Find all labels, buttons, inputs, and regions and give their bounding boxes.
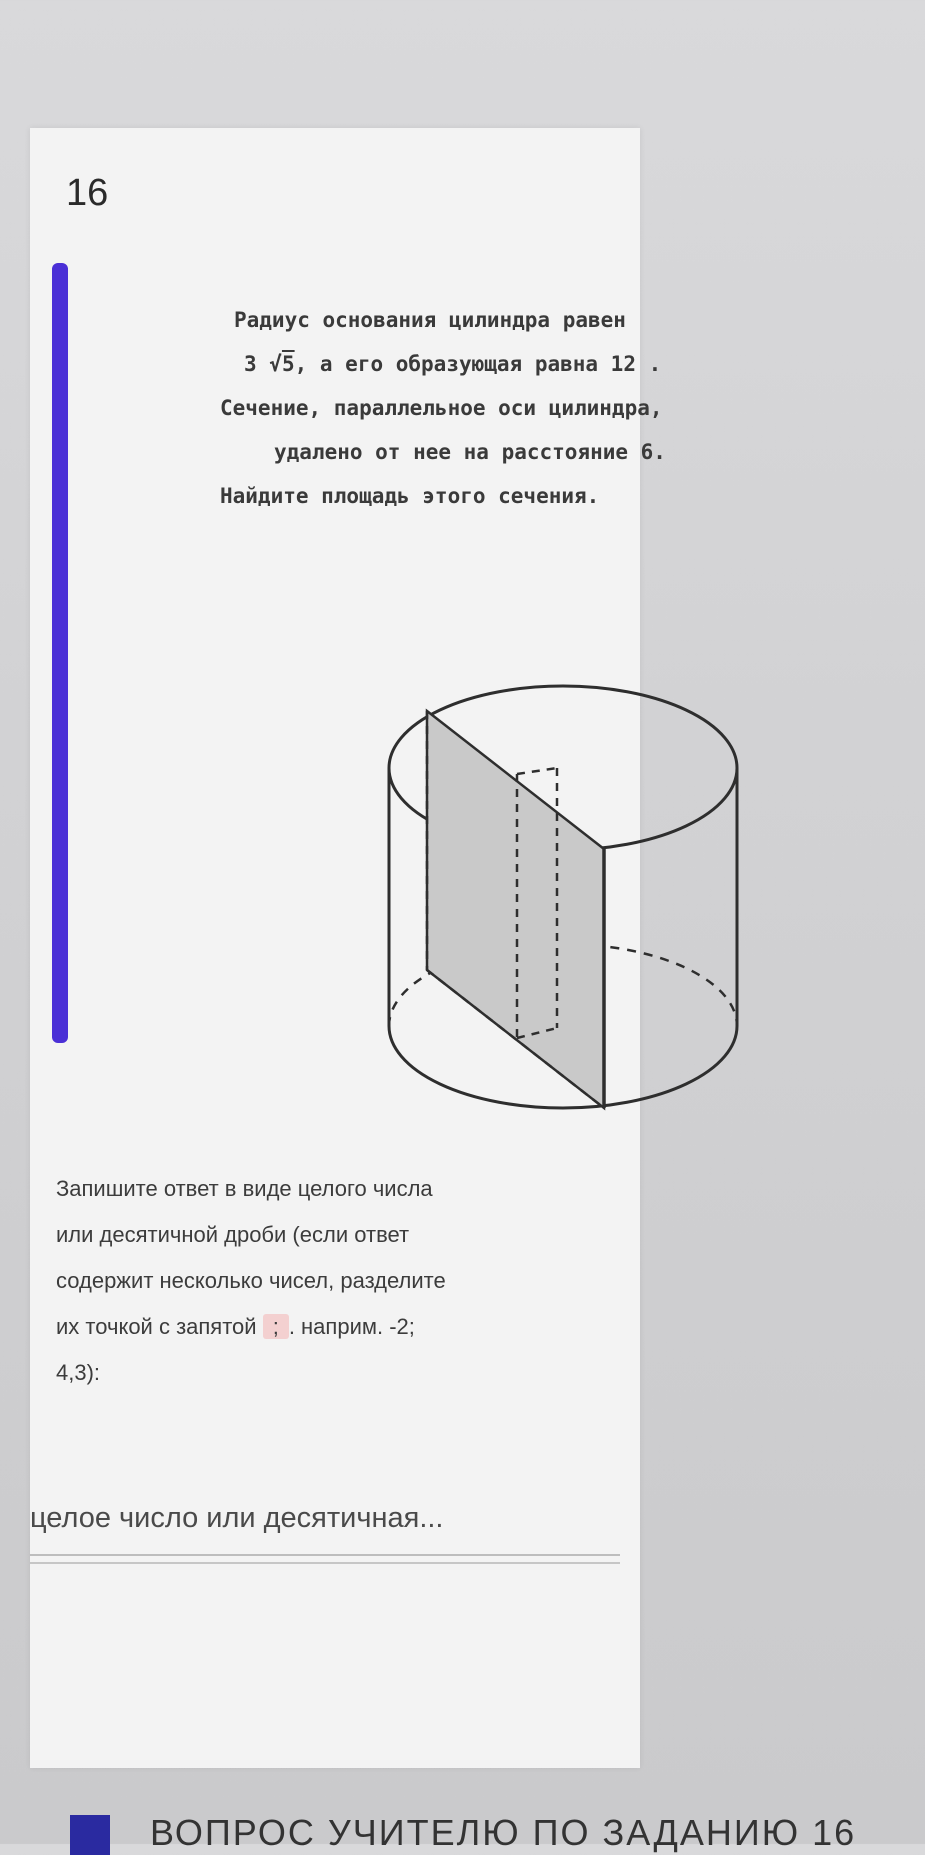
semicolon-highlight: ;	[263, 1314, 289, 1339]
instructions-line-4-suffix: . наприм. -2;	[288, 1314, 415, 1339]
sqrt-icon: √	[269, 352, 282, 376]
answer-input[interactable]	[30, 1488, 620, 1556]
cylinder-section-diagram	[385, 666, 745, 1126]
problem-line-3: Сечение, параллельное оси цилиндра,	[220, 396, 663, 420]
task-card	[30, 128, 666, 1768]
instructions-line-5: 4,3):	[56, 1360, 101, 1385]
problem-text	[220, 298, 666, 518]
answer-underline	[30, 1562, 620, 1564]
instructions-line-4-prefix: их точкой с запятой	[56, 1314, 263, 1339]
instructions-line-1: Запишите ответ в виде целого числа	[56, 1176, 433, 1201]
question-icon	[70, 1815, 110, 1855]
generator-text: , а его образующая равна 12 .	[294, 352, 662, 376]
instructions-line-4	[56, 1304, 616, 1350]
problem-line-5: Найдите площадь этого сечения.	[220, 484, 600, 508]
problem-line-1: Радиус основания цилиндра равен	[234, 308, 626, 332]
ask-teacher-label: ВОПРОС УЧИТЕЛЮ ПО ЗАДАНИЮ 16	[150, 1812, 857, 1853]
problem-line-4: удалено от нее на расстояние 6.	[274, 440, 666, 464]
instructions-line-2: или десятичной дроби (если ответ	[56, 1222, 410, 1247]
ask-teacher-link[interactable]	[70, 1812, 856, 1855]
section-rectangle	[427, 711, 604, 1108]
instructions-line-3: содержит несколько чисел, разделите	[56, 1268, 446, 1293]
radius-coefficient: 3	[244, 352, 270, 376]
accent-bar	[52, 263, 68, 1043]
task-number: 16	[66, 172, 109, 214]
problem-line-2	[220, 342, 662, 386]
radicand: 5	[281, 352, 295, 376]
answer-instructions	[56, 1166, 616, 1396]
distance-segment	[517, 768, 557, 774]
